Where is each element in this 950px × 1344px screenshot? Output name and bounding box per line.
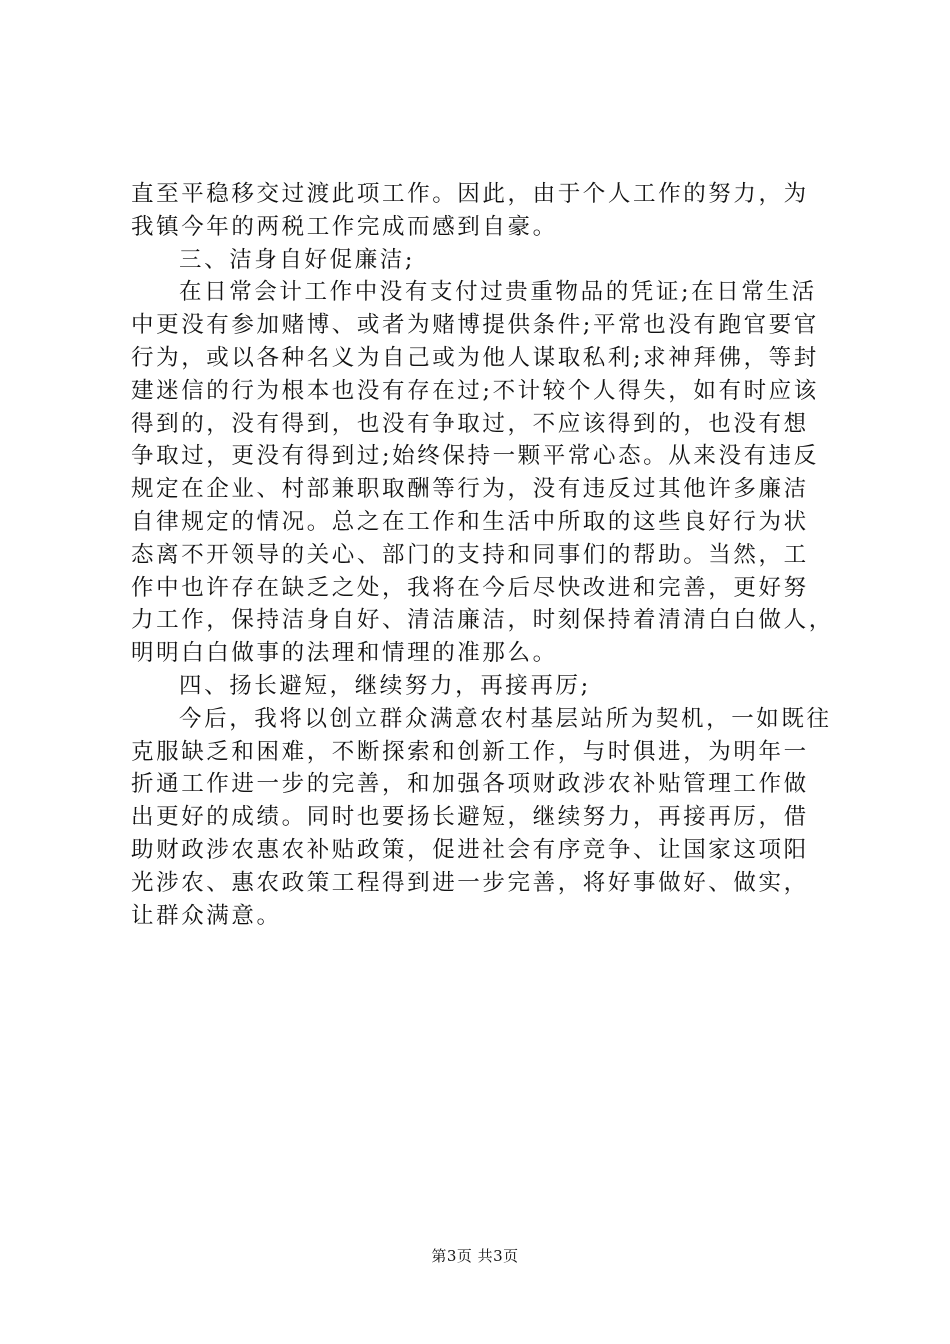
text-line: 折通工作进一步的完善，和加强各项财政涉农补贴管理工作做 (131, 771, 809, 798)
text-line: 态离不开领导的关心、部门的支持和同事们的帮助。当然，工 (131, 541, 809, 568)
text-line: 直至平稳移交过渡此项工作。因此，由于个人工作的努力，为 (131, 181, 809, 207)
text-line: 作中也许存在缺乏之处，我将在今后尽快改进和完善，更好努 (131, 574, 809, 601)
paragraph-start-line: 今后，我将以创立群众满意农村基层站所为契机，一如既往 (179, 705, 832, 732)
text-line: 中更没有参加赌博、或者为赌博提供条件;平常也没有跑官要官 (131, 312, 819, 339)
paragraph-start-line: 三、洁身自好促廉洁; (179, 246, 416, 273)
text-line: 行为，或以各种名义为自己或为他人谋取私利;求神拜佛，等封 (131, 344, 819, 371)
text-line: 争取过，更没有得到过;始终保持一颗平常心态。从来没有违反 (131, 443, 819, 470)
text-line: 自律规定的情况。总之在工作和生活中所取的这些良好行为状 (131, 508, 809, 535)
text-line: 得到的，没有得到，也没有争取过，不应该得到的，也没有想 (131, 410, 809, 437)
text-line: 我镇今年的两税工作完成而感到自豪。 (131, 213, 558, 240)
text-line: 规定在企业、村部兼职取酬等行为，没有违反过其他许多廉洁 (131, 476, 809, 503)
text-line: 助财政涉农惠农补贴政策，促进社会有序竞争、让国家这项阳 (131, 836, 809, 863)
text-line: 克服缺乏和困难，不断探索和创新工作，与时俱进，为明年一 (131, 738, 809, 765)
document-body (131, 178, 834, 932)
page-footer: 第3页 共3页 (431, 1247, 519, 1265)
paragraph-start-line: 在日常会计工作中没有支付过贵重物品的凭证;在日常生活 (179, 279, 817, 306)
text-line: 出更好的成绩。同时也要扬长避短，继续努力，再接再厉，借 (131, 804, 809, 831)
text-line: 明明白白做事的法理和情理的准那么。 (131, 640, 558, 667)
text-line: 力工作，保持洁身自好、清洁廉洁，时刻保持着清清白白做人， (131, 607, 834, 634)
paragraph-start-line: 四、扬长避短，继续努力，再接再厉; (179, 672, 591, 699)
text-line: 建迷信的行为根本也没有存在过;不计较个人得失，如有时应该 (131, 377, 819, 404)
text-line: 让群众满意。 (131, 902, 282, 929)
text-line: 光涉农、惠农政策工程得到进一步完善，将好事做好、做实， (131, 869, 809, 896)
